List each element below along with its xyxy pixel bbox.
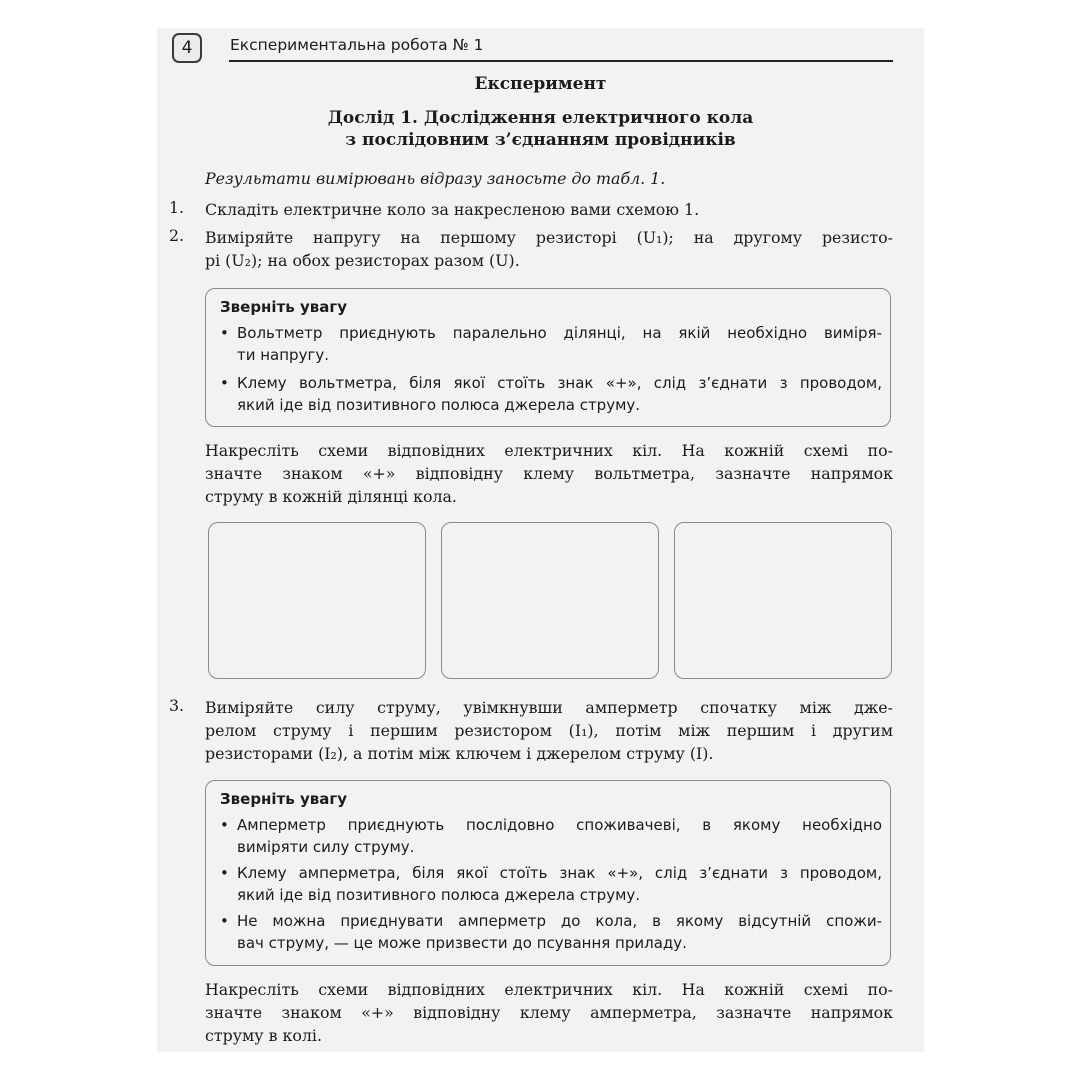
- note-item-text: [237, 372, 882, 416]
- text-line: резисторами (I₂), а потім між ключем і джерелом струму (I).: [205, 744, 714, 763]
- note-item-text: [237, 814, 882, 858]
- text-line: значте знаком «+» відповідну клему вольтметра, зазначте напрямок: [205, 464, 893, 483]
- text-line: Клему амперметра, біля якої стоїть знак «+», слід з’єднати з проводом,: [237, 864, 882, 882]
- step-number: 3.: [169, 696, 185, 715]
- draw-instruction-ammeter: [205, 978, 893, 1047]
- instruction-text: Результати вимірювань відразу заносьте до табл. 1.: [205, 169, 666, 188]
- note-item-text: [237, 862, 882, 906]
- bullet-icon: •: [220, 816, 229, 834]
- step-2-text: [205, 226, 893, 272]
- text-line: Не можна приєднувати амперметр до кола, в якому відсутній спожи-: [237, 912, 882, 930]
- note-item-text: [237, 910, 882, 954]
- bullet-icon: •: [220, 374, 229, 392]
- text-line: який іде від позитивного полюса джерела струму.: [237, 396, 641, 414]
- header-rule: [229, 60, 893, 62]
- workbook-page: [157, 28, 924, 1052]
- draw-instruction-voltmeter: [205, 439, 893, 508]
- step-number: 1.: [169, 198, 185, 217]
- drawing-box-1[interactable]: [208, 522, 426, 679]
- text-line: Вольтметр приєднують паралельно ділянці, на якій необхідно виміря-: [237, 324, 882, 342]
- section-title: Експеримент: [474, 74, 607, 94]
- text-line: Накресліть схеми відповідних електричних кіл. На кожній схемі по-: [205, 441, 893, 460]
- text-line: релом струму і першим резистором (I₁), потім між першим і другим: [205, 721, 893, 740]
- text-line: Амперметр приєднують послідовно споживачеві, в якому необхідно: [237, 816, 882, 834]
- text-line: значте знаком «+» відповідну клему амперметра, зазначте напрямок: [205, 1003, 893, 1022]
- bullet-icon: •: [220, 324, 229, 342]
- note-title: Зверніть увагу: [220, 790, 347, 808]
- drawing-box-2[interactable]: [441, 522, 659, 679]
- results-instruction: [205, 167, 893, 190]
- text-line: Клему вольтметра, біля якої стоїть знак «+», слід з’єднати з проводом,: [237, 374, 882, 392]
- text-line: ти напругу.: [237, 346, 329, 364]
- text-line: струму в кожній ділянці кола.: [205, 487, 457, 506]
- text-line: який іде від позитивного полюса джерела струму.: [237, 886, 641, 904]
- drawing-box-3[interactable]: [674, 522, 892, 679]
- text-line: виміряти силу струму.: [237, 838, 415, 856]
- step-number: 2.: [169, 226, 185, 245]
- text-line: струму в колі.: [205, 1026, 323, 1045]
- experiment-title-line-1: Дослід 1. Дослідження електричного кола: [327, 108, 754, 128]
- attention-note-voltmeter: [205, 288, 891, 427]
- experiment-title-line-2: з послідовним з’єднанням провідників: [345, 130, 736, 150]
- text-line: Виміряйте напругу на першому резисторі (U₁); на другому резисто-: [205, 228, 893, 247]
- page-number: 4: [172, 33, 202, 63]
- note-title: Зверніть увагу: [220, 298, 347, 316]
- note-item-text: [237, 322, 882, 366]
- running-title: Експериментальна робота № 1: [230, 36, 484, 54]
- step-1-text: [205, 198, 893, 221]
- attention-note-ammeter: [205, 780, 891, 966]
- bullet-icon: •: [220, 912, 229, 930]
- text-line: рі (U₂); на обох резисторах разом (U).: [205, 251, 520, 270]
- text-line: Складіть електричне коло за накресленою вами схемою 1.: [205, 200, 700, 219]
- text-line: Виміряйте силу струму, увімкнувши амперметр спочатку між дже-: [205, 698, 893, 717]
- step-3-text: [205, 696, 893, 765]
- bullet-icon: •: [220, 864, 229, 882]
- text-line: вач струму, — це може призвести до псування приладу.: [237, 934, 687, 952]
- text-line: Накресліть схеми відповідних електричних кіл. На кожній схемі по-: [205, 980, 893, 999]
